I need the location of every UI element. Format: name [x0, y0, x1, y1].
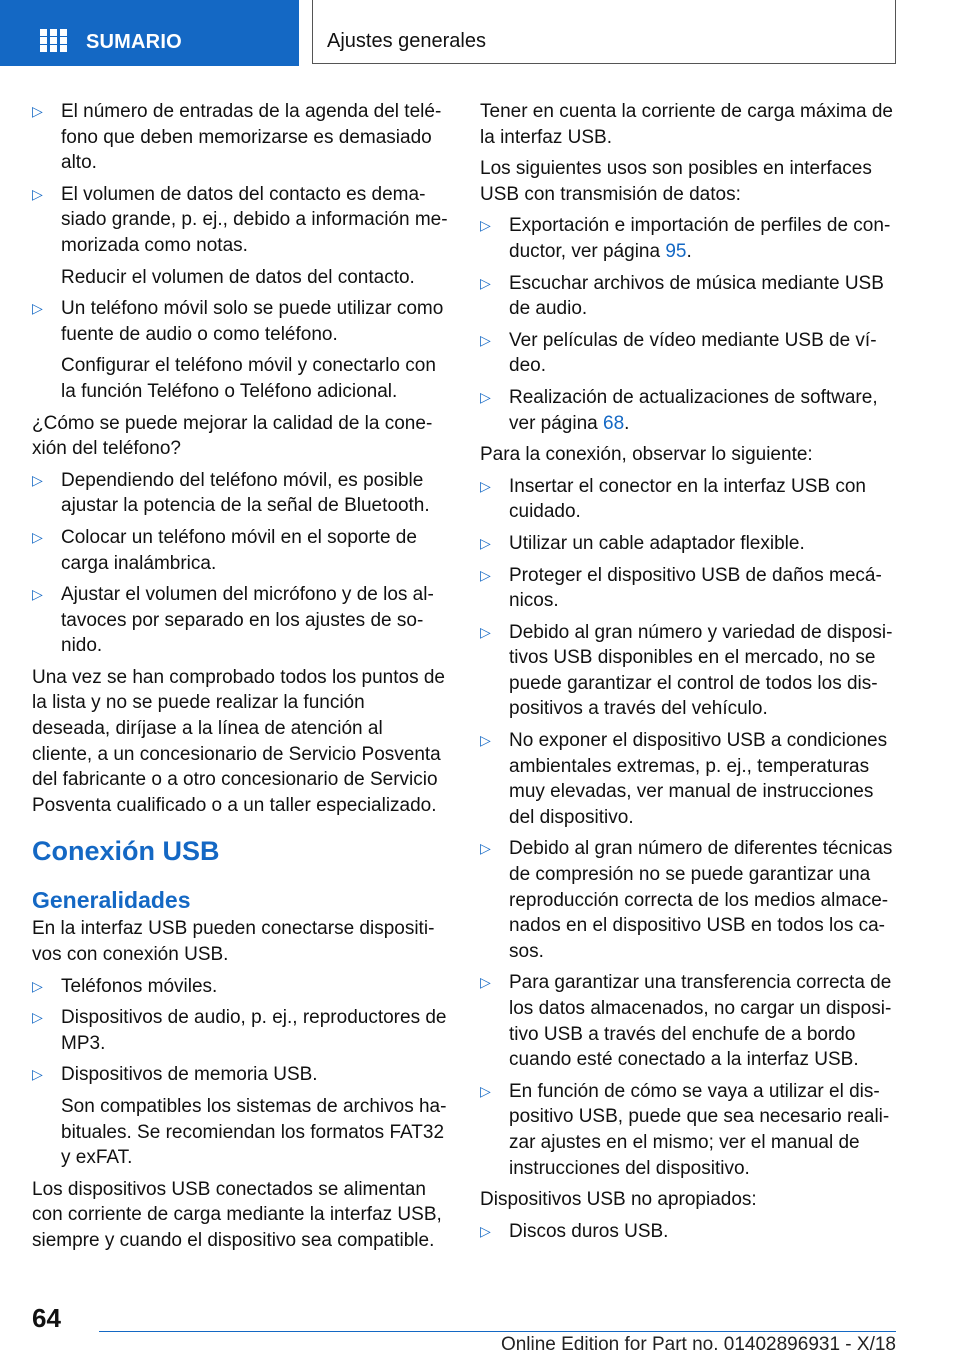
list-item-text-part: .: [686, 240, 692, 262]
list-item-text: [509, 215, 890, 262]
triangle-bullet-icon: ▷: [480, 1222, 491, 1239]
triangle-bullet-icon: ▷: [32, 1066, 43, 1083]
list-item: [32, 1062, 448, 1088]
list-item-text: El volumen de datos del contacto es demasiado grande, p. ej., debido a información memorizada como notas.: [61, 183, 448, 256]
triangle-bullet-icon: ▷: [480, 1082, 491, 1099]
triangle-bullet-icon: ▷: [480, 732, 491, 749]
triangle-bullet-icon: ▷: [480, 534, 491, 551]
page-link-95[interactable]: 95: [665, 240, 687, 262]
list-item: [480, 271, 898, 322]
list-item-text: Debido al gran número de diferentes técnicas de compresión no se puede garantizar una reproducción correcta de los medios almacenados en el dispositivo USB en todos los casos.: [509, 838, 893, 962]
list-item-text: Un teléfono móvil solo se puede utilizar como fuente de audio o como teléfono.: [61, 298, 444, 345]
triangle-bullet-icon: ▷: [480, 566, 491, 583]
triangle-bullet-icon: ▷: [480, 331, 491, 348]
list-item: [480, 836, 898, 964]
list-item-text: Discos duros USB.: [509, 1220, 669, 1242]
list-item-text: [509, 387, 878, 434]
footer-divider: [99, 1331, 896, 1332]
triangle-bullet-icon: ▷: [32, 977, 43, 994]
triangle-bullet-icon: ▷: [32, 1009, 43, 1026]
list-item-text-part: Realización de actualizaciones de software, ver página: [509, 386, 878, 434]
triangle-bullet-icon: ▷: [32, 185, 43, 202]
triangle-bullet-icon: ▷: [32, 103, 43, 119]
paragraph: Tener en cuenta la corriente de carga máxima de la interfaz USB.: [480, 101, 893, 148]
list-item: [480, 620, 898, 722]
triangle-bullet-icon: ▷: [480, 974, 491, 991]
triangle-bullet-icon: ▷: [480, 840, 491, 857]
list-item: [480, 970, 898, 1072]
paragraph: Los siguientes usos son posibles en interfaces USB con transmisión de datos:: [480, 158, 872, 205]
list-item-text: Ver películas de vídeo mediante USB de vídeo.: [509, 329, 877, 377]
paragraph: Los dispositivos USB conectados se alimentan con corriente de carga mediante la interfaz USB, siempre y cuando el dispositivo sea compatible.: [32, 1178, 442, 1251]
paragraph: Para la conexión, observar lo siguiente:: [480, 444, 813, 466]
list-item: [32, 525, 448, 576]
list-item: [32, 99, 448, 176]
list-item-note: Reducir el volumen de datos del contacto.: [61, 266, 415, 288]
list-item-text: En función de cómo se vaya a utilizar el dispositivo USB, puede que sea necesario realizar ajustes en el mismo; ver el manual de instrucciones del dispositivo.: [509, 1080, 890, 1179]
list-item-text: Dispositivos de audio, p. ej., reproductores de MP3.: [61, 1007, 447, 1054]
list-item-text-part: Exportación e importación de perfiles de conductor, ver página: [509, 215, 891, 262]
list-item-text: Ajustar el volumen del micrófono y de los altavoces por separado en los ajustes de sonido.: [61, 584, 434, 657]
list-item-text: Insertar el conector en la interfaz USB con cuidado.: [509, 475, 866, 523]
grid-menu-icon: [40, 29, 67, 52]
list-item-text: El número de entradas de la agenda del teléfono que deben memorizarse es demasiado alto.: [61, 101, 442, 174]
footer-edition: Online Edition for Part no. 01402896931 - X/18: [500, 1334, 896, 1355]
list-item-text: Dependiendo del teléfono móvil, es posible ajustar la potencia de la señal de Bluetooth.: [61, 469, 430, 517]
list-item-text: Debido al gran número y variedad de dispositivos USB disponibles en el mercado, no se puede garantizar el control de todos los dispositivos a través del vehículo.: [509, 621, 893, 720]
list-item: [32, 974, 448, 1000]
subsection-heading: Generalidades: [32, 887, 191, 914]
list-item: [32, 1005, 448, 1056]
section-title-box: [312, 0, 896, 64]
list-item-text: Escuchar archivos de música mediante USB de audio.: [509, 272, 884, 320]
left-column: [32, 99, 448, 1260]
list-item: [480, 728, 898, 830]
page-number: 64: [32, 1303, 61, 1333]
list-item-note: Configurar el teléfono móvil y conectarlo con la función Teléfono o Teléfono adicional.: [61, 355, 436, 402]
list-item: [480, 1219, 898, 1245]
list-item-text-part: .: [624, 412, 630, 434]
paragraph: En la interfaz USB pueden conectarse dispositivos con conexión USB.: [32, 918, 435, 966]
page-header: [0, 0, 960, 66]
paragraph: Una vez se han comprobado todos los puntos de la lista y no se puede realizar la función deseada, diríjase a la línea de atención al cliente, a un concesionario de Servicio Posventa del fabricante o a otro concesionario de Servicio Posventa cualificado o a un taller especializado.: [32, 666, 445, 816]
sumario-button[interactable]: [0, 0, 299, 66]
question-paragraph: ¿Cómo se puede mejorar la calidad de la conexión del teléfono?: [32, 412, 433, 460]
list-item: [32, 582, 448, 659]
list-item: [480, 213, 898, 264]
list-item: [32, 182, 448, 259]
list-item-note: Son compatibles los sistemas de archivos habituales. Se recomiendan los formatos FAT32 y exFAT.: [61, 1096, 447, 1169]
triangle-bullet-icon: ▷: [32, 300, 43, 317]
triangle-bullet-icon: ▷: [32, 528, 43, 545]
paragraph: Dispositivos USB no apropiados:: [480, 1189, 757, 1211]
list-item: [480, 563, 898, 614]
triangle-bullet-icon: ▷: [32, 471, 43, 488]
triangle-bullet-icon: ▷: [32, 586, 43, 603]
page-link-68[interactable]: 68: [603, 412, 625, 434]
triangle-bullet-icon: ▷: [480, 217, 491, 234]
triangle-bullet-icon: ▷: [480, 388, 491, 405]
list-item: [480, 474, 898, 525]
list-item: [480, 328, 898, 379]
section-heading: Conexión USB: [32, 836, 220, 867]
list-item-text: Para garantizar una transferencia correcta de los datos almacenados, no cargar un dispositivo USB a través del enchufe de a bordo cuando esté conectado a la interfaz USB.: [509, 972, 892, 1071]
list-item-text: Dispositivos de memoria USB.: [61, 1064, 318, 1086]
right-column: [480, 99, 898, 1250]
triangle-bullet-icon: ▷: [480, 274, 491, 291]
list-item: [32, 296, 448, 347]
list-item-text: Utilizar un cable adaptador flexible.: [509, 532, 805, 554]
list-item: [480, 1079, 898, 1181]
sumario-label: SUMARIO: [86, 31, 182, 53]
list-item-text: Colocar un teléfono móvil en el soporte de carga inalámbrica.: [61, 526, 417, 574]
list-item: [480, 385, 898, 436]
triangle-bullet-icon: ▷: [480, 477, 491, 494]
list-item: [480, 531, 898, 557]
list-item-text: Teléfonos móviles.: [61, 975, 218, 997]
list-item-text: Proteger el dispositivo USB de daños mecánicos.: [509, 564, 882, 612]
triangle-bullet-icon: ▷: [480, 623, 491, 640]
list-item: [32, 468, 448, 519]
list-item-text: No exponer el dispositivo USB a condiciones ambientales extremas, p. ej., temperaturas muy elevadas, ver manual de instrucciones del dispositivo.: [509, 730, 888, 828]
section-title: Ajustes generales: [327, 30, 486, 52]
